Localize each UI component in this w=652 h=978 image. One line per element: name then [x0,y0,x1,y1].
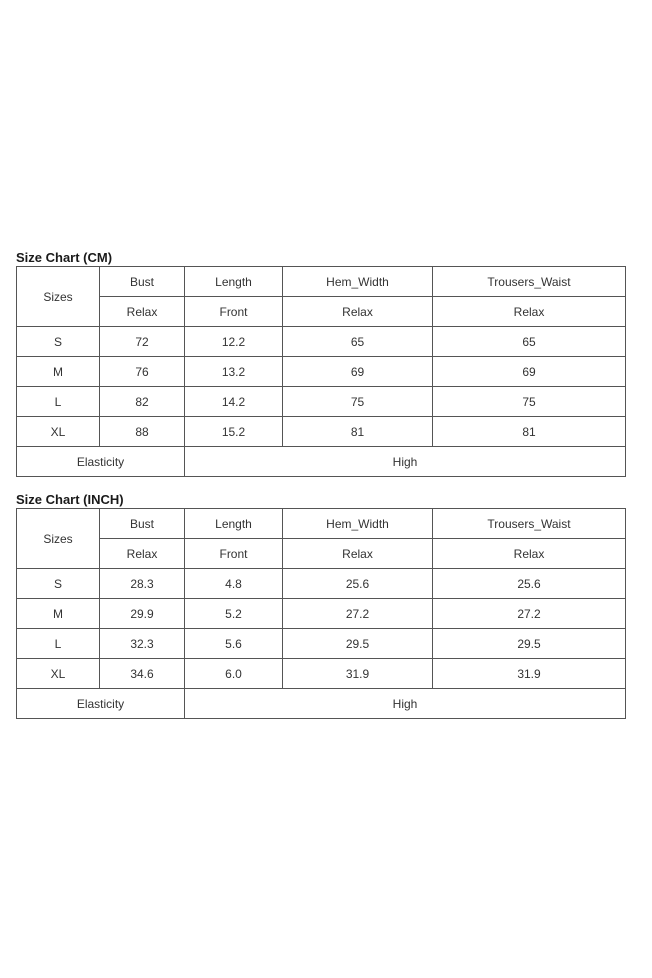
table-cell: 14.2 [185,387,283,417]
table-cell: 88 [100,417,185,447]
elasticity-row [17,447,626,477]
size-label: L [17,387,100,417]
table-row [17,357,626,387]
subheader-row [17,297,626,327]
table-cell: 72 [100,327,185,357]
table-cell: 69 [433,357,626,387]
table-cell: 81 [283,417,433,447]
header-row [17,267,626,297]
table-cell: 31.9 [283,659,433,689]
elasticity-value: High [185,689,626,719]
chart-title: Size Chart (INCH) [16,492,124,507]
column-header-bust: Bust [100,509,185,539]
table-cell: 15.2 [185,417,283,447]
table-cell: 13.2 [185,357,283,387]
table-row [17,327,626,357]
table-row [17,569,626,599]
sizes-header: Sizes [17,509,100,569]
subheader-cell: Relax [433,297,626,327]
table-cell: 81 [433,417,626,447]
table-cell: 6.0 [185,659,283,689]
column-header-trousers-waist: Trousers_Waist [433,267,626,297]
table-cell: 65 [283,327,433,357]
subheader-cell: Front [185,539,283,569]
table-cell: 75 [283,387,433,417]
elasticity-label: Elasticity [17,689,185,719]
size-table-cm [16,266,626,477]
subheader-cell: Relax [100,539,185,569]
table-cell: 29.5 [433,629,626,659]
table-cell: 29.5 [283,629,433,659]
table-cell: 27.2 [283,599,433,629]
size-label: M [17,599,100,629]
table-cell: 82 [100,387,185,417]
table-row [17,417,626,447]
table-cell: 28.3 [100,569,185,599]
table-row [17,387,626,417]
table-cell: 34.6 [100,659,185,689]
table-row [17,659,626,689]
size-label: XL [17,659,100,689]
header-row [17,509,626,539]
sizes-header: Sizes [17,267,100,327]
table-cell: 25.6 [283,569,433,599]
table-cell: 5.6 [185,629,283,659]
column-header-hem-width: Hem_Width [283,267,433,297]
table-cell: 4.8 [185,569,283,599]
table-row [17,599,626,629]
size-label: XL [17,417,100,447]
table-cell: 32.3 [100,629,185,659]
table-cell: 25.6 [433,569,626,599]
table-row [17,629,626,659]
column-header-trousers-waist: Trousers_Waist [433,509,626,539]
column-header-bust: Bust [100,267,185,297]
table-cell: 12.2 [185,327,283,357]
column-header-length: Length [185,509,283,539]
chart-title: Size Chart (CM) [16,250,113,265]
subheader-cell: Relax [100,297,185,327]
size-chart-inch [16,491,625,719]
table-cell: 76 [100,357,185,387]
table-cell: 27.2 [433,599,626,629]
table-cell: 75 [433,387,626,417]
elasticity-row [17,689,626,719]
elasticity-label: Elasticity [17,447,185,477]
subheader-row [17,539,626,569]
subheader-cell: Relax [283,297,433,327]
size-label: S [17,569,100,599]
size-chart-cm [16,249,625,477]
subheader-cell: Front [185,297,283,327]
table-cell: 69 [283,357,433,387]
size-table-inch [16,508,626,719]
table-cell: 31.9 [433,659,626,689]
elasticity-value: High [185,447,626,477]
subheader-cell: Relax [433,539,626,569]
table-cell: 29.9 [100,599,185,629]
size-label: M [17,357,100,387]
column-header-hem-width: Hem_Width [283,509,433,539]
table-cell: 5.2 [185,599,283,629]
size-label: L [17,629,100,659]
subheader-cell: Relax [283,539,433,569]
size-label: S [17,327,100,357]
table-cell: 65 [433,327,626,357]
column-header-length: Length [185,267,283,297]
